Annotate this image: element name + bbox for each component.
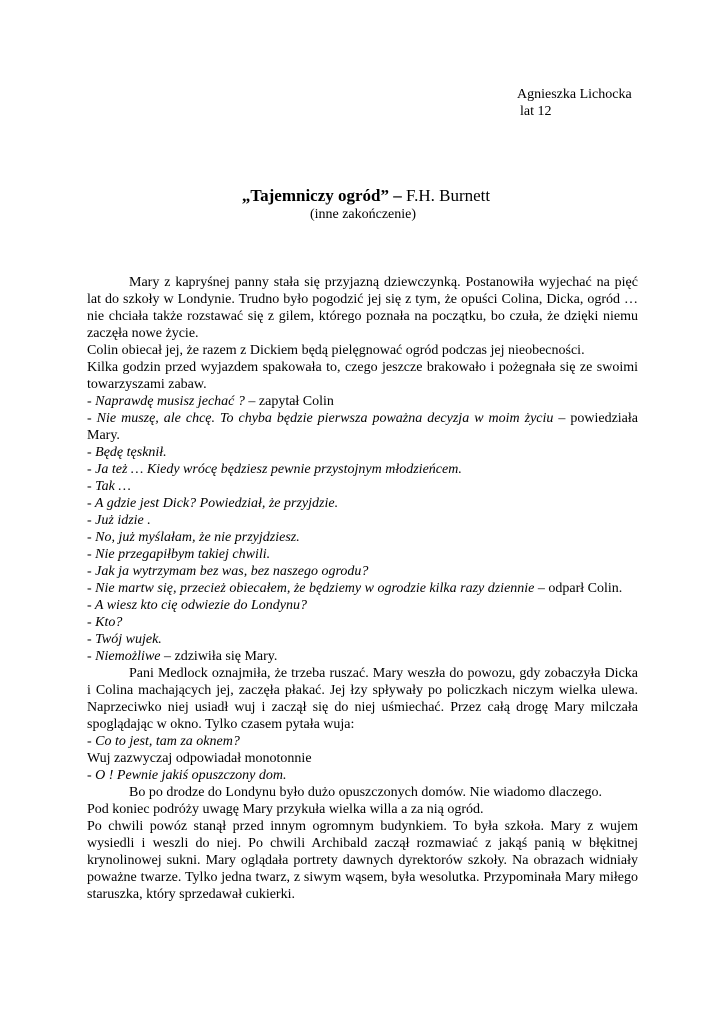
title-author: F.H. Burnett xyxy=(406,186,491,205)
dialogue-line: - Jak ja wytrzymam bez was, bez naszego ogrodu? xyxy=(87,564,369,579)
author-block xyxy=(517,86,632,120)
dialogue-speech: - Nie muszę, ale chcę. To chyba będzie pierwsza poważna decyzja w moim życiu xyxy=(87,411,554,426)
dialogue-line: - Będę tęsknił. xyxy=(87,445,167,460)
dialogue-line: - Kto? xyxy=(87,615,123,630)
dialogue-tag: – zdziwiła się Mary. xyxy=(160,649,278,664)
title-separator: – xyxy=(389,186,407,205)
dialogue-line: - Tak … xyxy=(87,479,131,494)
dialogue-line: - Ja też … Kiedy wrócę będziesz pewnie przystojnym młodzieńcem. xyxy=(87,462,462,477)
paragraph: Bo po drodze do Londynu było dużo opuszczonych domów. Nie wiadomo dlaczego. xyxy=(129,785,603,800)
dialogue-speech: - Niemożliwe xyxy=(87,649,161,664)
dialogue-line: - A wiesz kto cię odwiezie do Londynu? xyxy=(87,598,307,613)
paragraph: Po chwili powóz stanął przed innym ogromnym budynkiem. To była szkoła. Mary z wujem wysiedli i weszli do niej. Po chwili Archibald zaczął rozmawiać z jakąś panią w błękitnej krynolinowej sukni. Mary oglądała portrety dawnych dyrektorów szkoły. Na obrazach widniały poważne twarze. Tylko jedna twarz, z siwym wąsem, była wesolutka. Przypominała Mary miłego staruszka, który sprzedawał cukierki. xyxy=(87,819,638,902)
author-age: lat 12 xyxy=(520,104,552,119)
dialogue-tag: – powiedziała Mary. xyxy=(87,411,639,443)
dialogue-line xyxy=(87,410,638,444)
dialogue-speech: - Naprawdę musisz jechać ? xyxy=(87,394,245,409)
paragraph: Colin obiecał jej, że razem z Dickiem będą pielęgnować ogród podczas jej nieobecności. xyxy=(87,343,585,358)
dialogue-line: - Nie przegapiłbym takiej chwili. xyxy=(87,547,271,562)
dialogue-line: - A gdzie jest Dick? Powiedział, że przyjdzie. xyxy=(87,496,339,511)
dialogue-line: - Co to jest, tam za oknem? xyxy=(87,734,240,749)
paragraph: Pod koniec podróży uwagę Mary przykuła wielka willa a za nią ogród. xyxy=(87,802,484,817)
dialogue-line xyxy=(87,648,638,665)
paragraph: Pani Medlock oznajmiła, że trzeba ruszać. Mary weszła do powozu, gdy zobaczyła Dicka i Colina machających jej, zaczęła płakać. Jej łzy spływały po policzkach niczym wielka ulewa. Naprzeciwko niej usiadł wuj i zaczął się do niej uśmiechać. Przez całą drogę Mary milczała spoglądając w okno. Tylko czasem pytała wuja: xyxy=(87,666,638,732)
dialogue-line: - Już idzie . xyxy=(87,513,151,528)
paragraph: Kilka godzin przed wyjazdem spakowała to, czego jeszcze brakowało i pożegnała się ze swoimi towarzyszami zabaw. xyxy=(87,360,638,392)
title-block xyxy=(0,186,724,223)
title-subtitle: (inne zakończenie) xyxy=(309,207,417,222)
page-title xyxy=(0,186,724,206)
title-main: „Tajemniczy ogród” xyxy=(241,186,390,205)
paragraph: Wuj zazwyczaj odpowiadał monotonnie xyxy=(87,751,312,766)
paragraph: Mary z kapryśnej panny stała się przyjazną dziewczynką. Postanowiła wyjechać na pięć lat do szkoły w Londynie. Trudno było pogodzić jej się z tym, że opuści Colina, Dicka, ogród … nie chciała także rozstawać się z gilem, którego poznała na początku, bo czuła, że dzięki niemu zaczęła nowe życie. xyxy=(87,275,638,341)
dialogue-line: - No, już myślałam, że nie przyjdziesz. xyxy=(87,530,300,545)
dialogue-tag: – odparł Colin. xyxy=(534,581,623,596)
dialogue-tag: – zapytał Colin xyxy=(244,394,334,409)
story-body xyxy=(87,274,638,903)
dialogue-line xyxy=(87,580,638,597)
dialogue-speech: - Nie martw się, przecież obiecałem, że będziemy w ogrodzie kilka razy dziennie xyxy=(87,581,535,596)
dialogue-line: - Twój wujek. xyxy=(87,632,162,647)
author-name: Agnieszka Lichocka xyxy=(517,87,632,102)
dialogue-line xyxy=(87,393,638,410)
dialogue-line: - O ! Pewnie jakiś opuszczony dom. xyxy=(87,768,287,783)
